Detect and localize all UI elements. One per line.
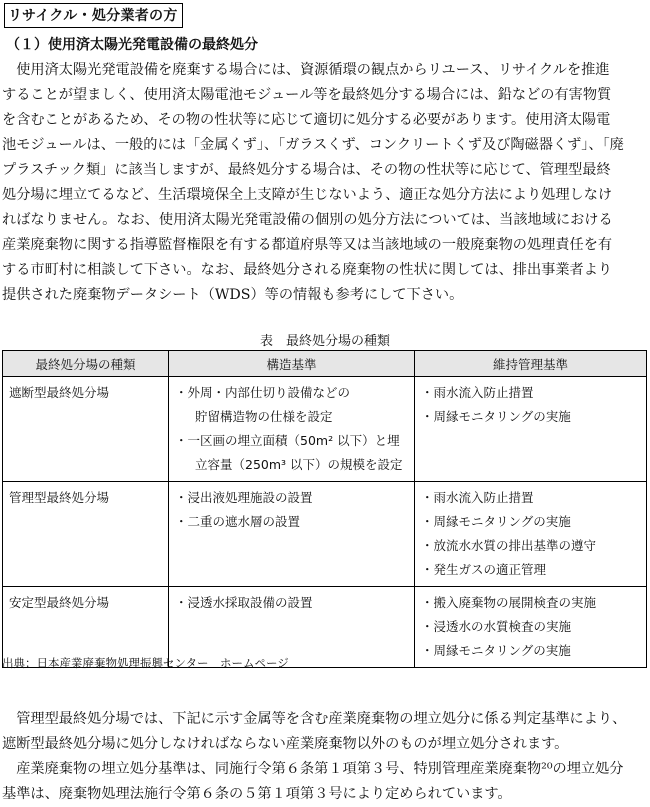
paragraph-line: することが望ましく、使用済太陽電池モジュール等を最終処分する場合には、鉛などの有害物質 bbox=[2, 87, 612, 103]
paragraph-1 bbox=[2, 58, 642, 308]
cell-structure bbox=[169, 482, 415, 587]
cell-line: ・放流水水質の排出基準の遵守 bbox=[421, 538, 597, 553]
paragraph-line: 処分場に埋立てるなど、生活環境保全上支障が生じないよう、適正な処分方法により処理しなけ bbox=[2, 187, 613, 203]
cell-maintenance bbox=[415, 377, 647, 482]
paragraph-line: 池モジュールは、一般的には「金属くず」、「ガラスくず、コンクリートくず及び陶磁器くず」、「廃 bbox=[2, 137, 624, 153]
paragraph-line: 提供された廃棄物データシート（WDS）等の情報も参考にして下さい。 bbox=[2, 287, 464, 303]
paragraph-line: を含むことがあるため、その物の性状等に応じて適切に処分する必要があります。使用済太陽電 bbox=[2, 112, 611, 128]
landfill-types-table bbox=[2, 350, 647, 668]
header-structure: 構造基準 bbox=[169, 351, 415, 377]
cell-line: ・浸透水の水質検査の実施 bbox=[421, 619, 572, 634]
table-caption-text: 表 最終処分場の種類 bbox=[259, 334, 390, 349]
paragraph-line: ればなりません。なお、使用済太陽光発電設備の個別の処分方法については、当該地域における bbox=[2, 212, 613, 228]
table-caption bbox=[0, 330, 650, 349]
table-header-row bbox=[3, 351, 647, 377]
table-row bbox=[3, 377, 647, 482]
cell-type: 安定型最終処分場 bbox=[3, 587, 169, 668]
table-row bbox=[3, 482, 647, 587]
section-heading: リサイクル・処分業者の方 bbox=[4, 3, 183, 28]
cell-line: 立容量（250m³ 以下）の規模を設定 bbox=[195, 457, 403, 472]
paragraph-2 bbox=[2, 707, 642, 807]
paragraph-line: 遮断型最終処分場に処分しなければならない産業廃棄物以外のものが埋立処分されます。 bbox=[2, 736, 569, 752]
cell-line: ・雨水流入防止措置 bbox=[421, 385, 534, 400]
table-source: 出典：日本産業廃棄物処理振興センター ホームページ bbox=[2, 656, 289, 670]
cell-line: ・一区画の埋立面積（50m² 以下）と埋 bbox=[175, 433, 400, 448]
paragraph-line: プラスチック類」に該当しますが、最終処分する場合は、その物の性状等に応じて、管理型最終 bbox=[2, 162, 611, 178]
paragraph-line: 管理型最終処分場では、下記に示す金属等を含む産業廃棄物の埋立処分に係る判定基準により、 bbox=[2, 711, 627, 727]
cell-maintenance bbox=[415, 482, 647, 587]
header-type: 最終処分場の種類 bbox=[3, 351, 169, 377]
cell-line: ・浸透水採取設備の設置 bbox=[175, 595, 313, 610]
paragraph-line: 使用済太陽光発電設備を廃棄する場合には、資源循環の観点からリユース、リサイクルを推進 bbox=[2, 62, 610, 78]
cell-line: ・雨水流入防止措置 bbox=[421, 490, 534, 505]
cell-line: ・外周・内部仕切り設備などの bbox=[175, 385, 351, 400]
cell-maintenance bbox=[415, 587, 647, 668]
cell-line: ・二重の遮水層の設置 bbox=[175, 514, 301, 529]
cell-structure bbox=[169, 377, 415, 482]
subheading: （１）使用済太陽光発電設備の最終処分 bbox=[6, 37, 258, 53]
paragraph-line: 産業廃棄物の埋立処分基準は、同施行令第６条第１項第３号、特別管理産業廃棄物²⁰の埋立処分 bbox=[2, 761, 624, 777]
paragraph-line: 産業廃棄物に関する指導監督権限を有する都道府県等又は当該地域の一般廃棄物の処理責任を有 bbox=[2, 237, 613, 253]
cell-type: 遮断型最終処分場 bbox=[3, 377, 169, 482]
header-maintenance: 維持管理基準 bbox=[415, 351, 647, 377]
cell-line: ・浸出液処理施設の設置 bbox=[175, 490, 313, 505]
cell-type: 管理型最終処分場 bbox=[3, 482, 169, 587]
cell-line: ・周縁モニタリングの実施 bbox=[421, 643, 571, 658]
cell-line: ・周縁モニタリングの実施 bbox=[421, 514, 571, 529]
paragraph-line: する市町村に相談して下さい。なお、最終処分される廃棄物の性状に関しては、排出事業者より bbox=[2, 262, 613, 278]
cell-line: ・発生ガスの適正管理 bbox=[421, 562, 547, 577]
cell-line: ・搬入廃棄物の展開検査の実施 bbox=[421, 595, 597, 610]
cell-line: 貯留構造物の仕様を設定 bbox=[195, 409, 333, 424]
cell-line: ・周縁モニタリングの実施 bbox=[421, 409, 571, 424]
paragraph-line: 基準は、廃棄物処理法施行令第６条の５第１項第３号により定められています。 bbox=[2, 786, 512, 802]
